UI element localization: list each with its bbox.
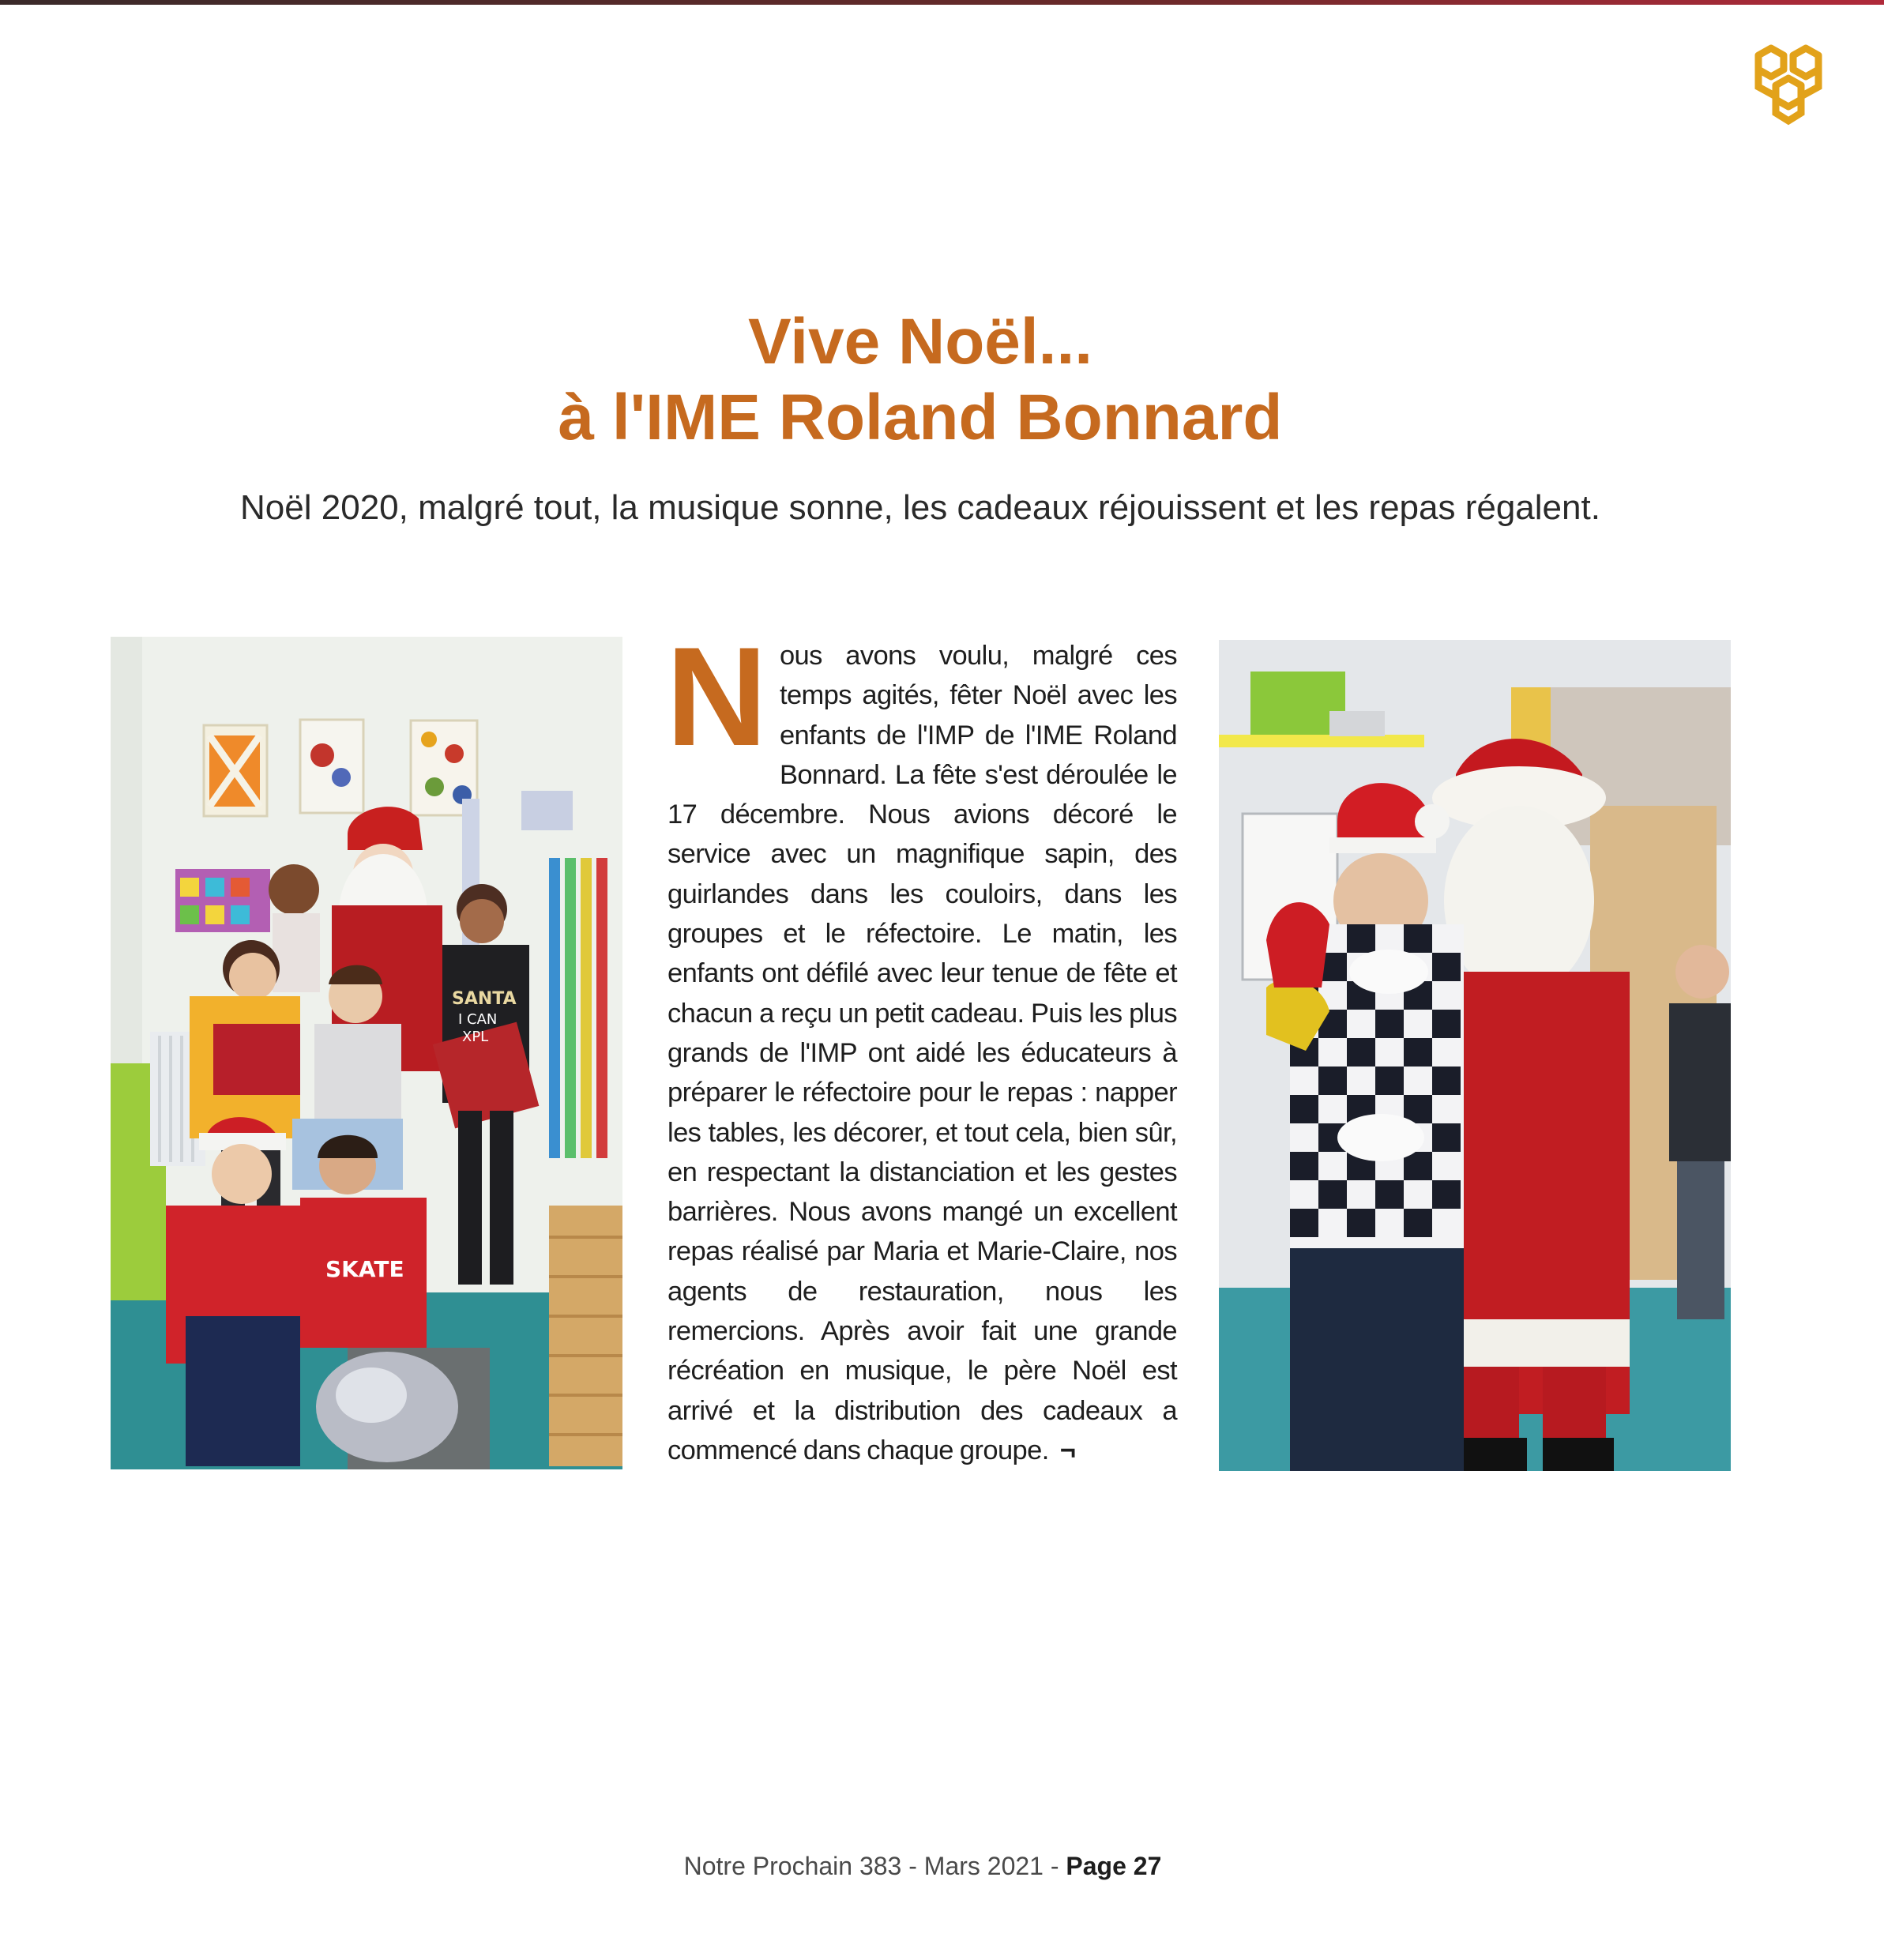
article-subtitle: Noël 2020, malgré tout, la musique sonne, les cadeaux réjouissent et les repas régalent. — [240, 488, 1600, 527]
page-top-edge — [0, 0, 1884, 5]
article-body-text: ous avons voulu, malgré ces temps agités, fêter Noël avec les enfants de l'IMP de l'IME Roland Bonnard. La fête s'est déroulée le 17 décembre. Nous avions décoré le service avec un magnifique sapin, des guirlandes dans les couloirs, dans les groupes et le réfectoire. Le matin, les enfants ont défilé avec leur tenue de fête et chacun a reçu un petit cadeau. Puis les plus grands de l'IMP ont aidé les éducateurs à préparer le réfectoire pour le repas : napper les tables, les décorer, et tout cela, bien sûr, en respectant la distanciation et les gestes barrières. Nous avons mangé un excellent repas réalisé par Maria et Marie-Claire, nos agents de restauration, nous les remercions. Après avoir fait une grande récréation en musique, le père Noël est arrivé et la distribution des cadeaux a commencé dans chaque groupe. — [667, 641, 1177, 1465]
article-title-line-2: à l'IME Roland Bonnard — [558, 382, 1283, 453]
photo-tshirt-text-santa: SANTA — [452, 989, 517, 1009]
photo-santa-hug — [1219, 640, 1731, 1471]
photo-children-with-santa — [111, 637, 622, 1469]
photo-tshirt-text-ican: I CAN — [458, 1011, 498, 1028]
honeycomb-logo-icon — [1747, 43, 1829, 126]
footer-page-number: Page 27 — [1066, 1852, 1162, 1880]
article-title-line-1: Vive Noël... — [747, 306, 1093, 378]
photo-tshirt-text-xpl: XPL — [462, 1029, 489, 1045]
footer-publication: Notre Prochain 383 - Mars 2021 - — [683, 1852, 1066, 1880]
article-body — [666, 618, 1177, 1470]
photo-shirt-text-skate: SKATE — [325, 1256, 404, 1282]
article-dropcap: N — [666, 618, 767, 775]
article-title — [0, 304, 1841, 456]
article-end-mark: ¬ — [1059, 1435, 1076, 1465]
page-footer — [0, 1850, 1845, 1882]
